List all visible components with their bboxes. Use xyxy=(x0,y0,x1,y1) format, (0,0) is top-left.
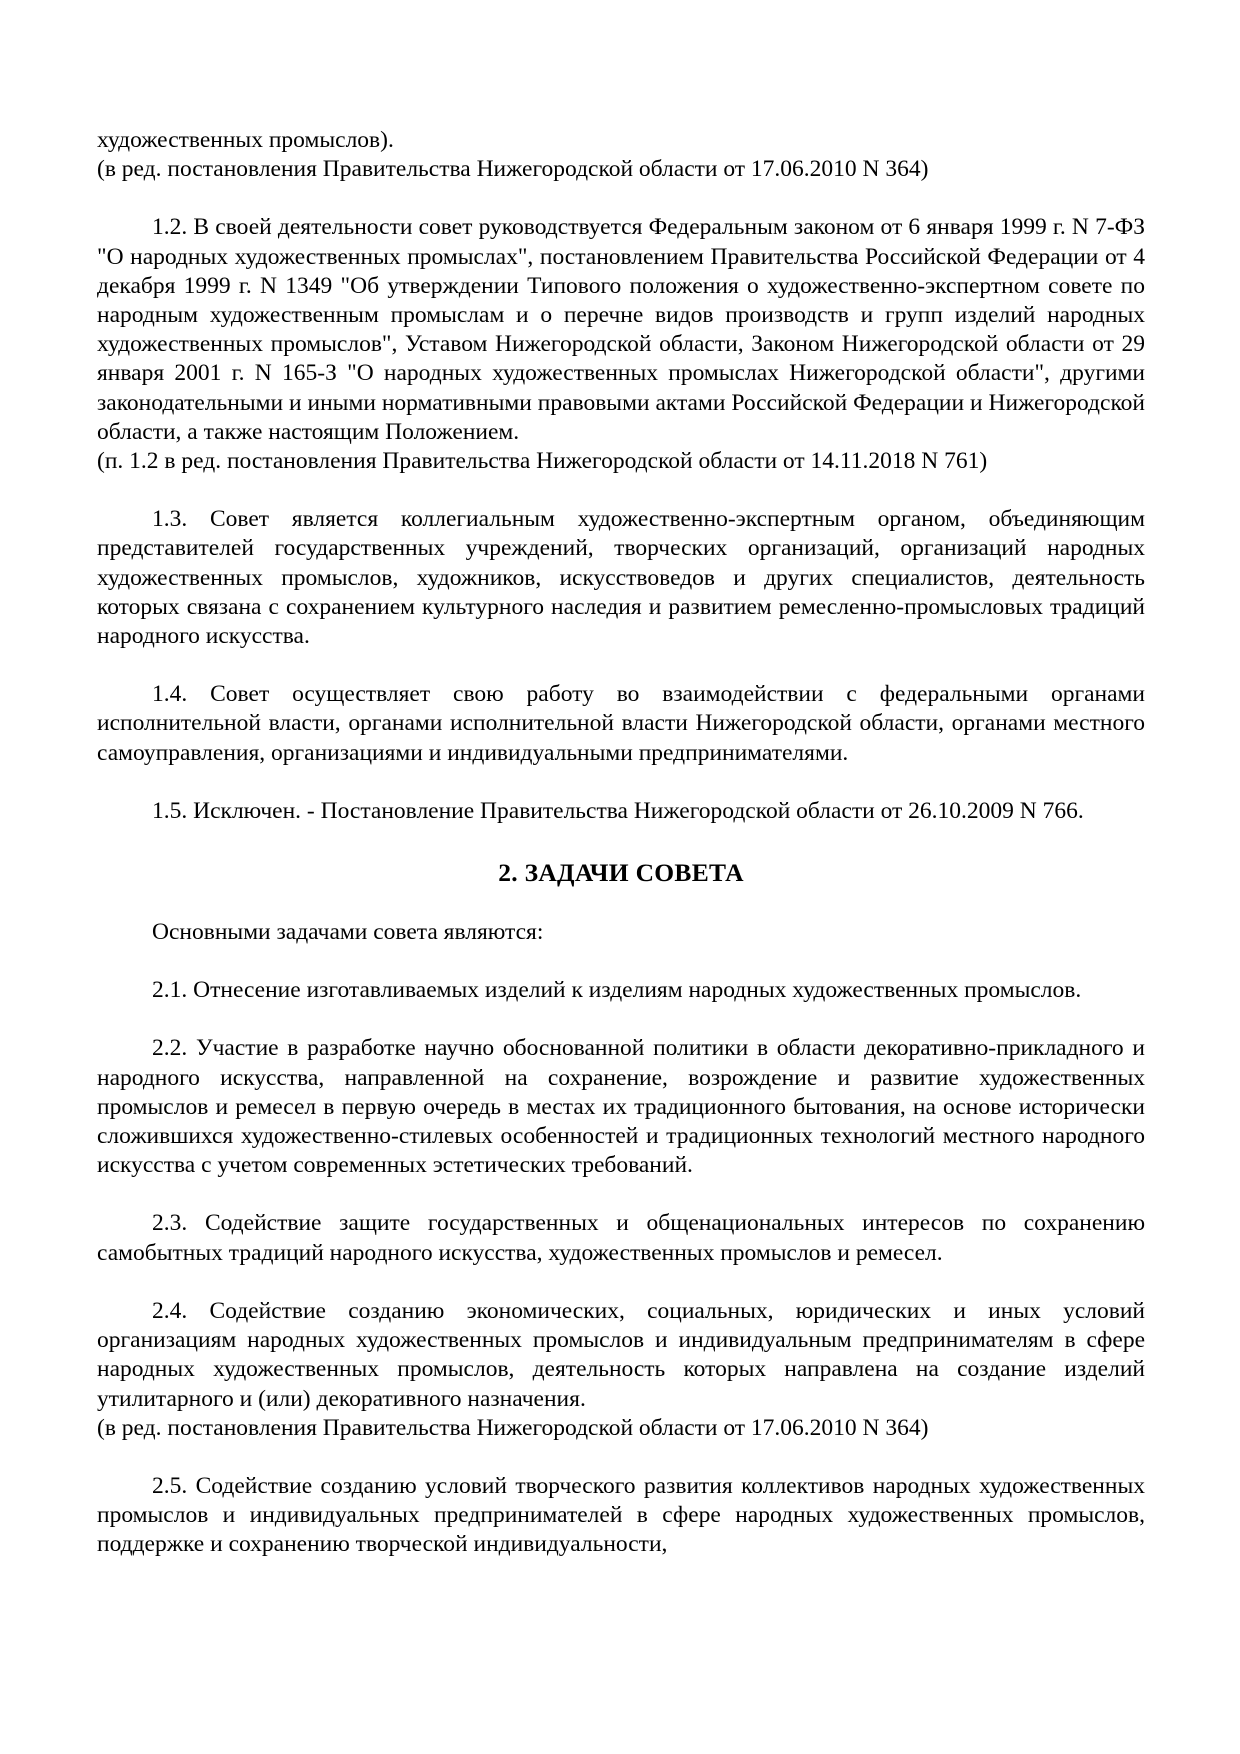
document-body xyxy=(97,126,1145,1560)
clause-1-3: 1.3. Совет является коллегиальным художественно-экспертным органом, объединяющим представителей государственных учреждений, творческих организаций, организаций народных художественных промыслов, художников, искусствоведов и других специалистов, деятельность которых связана с сохранением культурного наследия и развитием ремесленно-промысловых традиций народного искусства. xyxy=(97,506,1145,650)
clause-1-4: 1.4. Совет осуществляет свою работу во взаимодействии с федеральными органами исполнительной власти, органами исполнительной власти Нижегородской области, органами местного самоуправления, организациями и индивидуальными предпринимателями. xyxy=(97,681,1145,766)
amendment-note: (в ред. постановления Правительства Нижегородской области от 17.06.2010 N 364) xyxy=(97,1414,929,1441)
paragraph-continuation: художественных промыслов). xyxy=(97,127,394,153)
tasks-intro: Основными задачами совета являются: xyxy=(152,919,544,946)
clause-2-3: 2.3. Содействие защите государственных и общенациональных интересов по сохранению самобытных традиций народного искусства, художественных промыслов и ремесел. xyxy=(97,1210,1145,1266)
section-heading-tasks: 2. ЗАДАЧИ СОВЕТА xyxy=(498,858,744,888)
clause-2-4: 2.4. Содействие созданию экономических, социальных, юридических и иных условий организациям народных художественных промыслов и индивидуальным предпринимателям в сфере народных художественных промыслов, деятельность которых направлена на создание изделий утилитарного и (или) декоративного назначения. xyxy=(97,1297,1145,1412)
clause-2-2: 2.2. Участие в разработке научно обоснованной политики в области декоративно-прикладного и народного искусства, направленной на сохранение, возрождение и развитие художественных промыслов и ремесел в первую очередь в местах их традиционного бытования, на основе исторически сложившихся художественно-стилевых особенностей и традиционных технологий местного народного искусства с учетом современных эстетических требований. xyxy=(97,1035,1145,1179)
amendment-note: (в ред. постановления Правительства Нижегородской области от 17.06.2010 N 364) xyxy=(97,156,929,183)
clause-2-5: 2.5. Содействие созданию условий творческого развития коллективов народных художественных промыслов и индивидуальных предпринимателей в сфере народных художественных промыслов, поддержке и сохранению творческой индивидуальности, xyxy=(97,1472,1145,1558)
clause-1-5: 1.5. Исключен. - Постановление Правительства Нижегородской области от 26.10.2009 N 766. xyxy=(152,797,1084,824)
clause-2-1: 2.1. Отнесение изготавливаемых изделий к изделиям народных художественных промыслов. xyxy=(152,977,1082,1004)
amendment-note: (п. 1.2 в ред. постановления Правительства Нижегородской области от 14.11.2018 N 761) xyxy=(97,448,988,475)
clause-1-2: 1.2. В своей деятельности совет руководствуется Федеральным законом от 6 января 1999 г. N 7-ФЗ "О народных художественных промыслах", постановлением Правительства Российской Федерации от 4 декабря 1999 г. N 1349 "Об утверждении Типового положения о художественно-экспертном совете по народным художественным промыслам и о перечне видов производств и групп изделий народных художественных промыслов", Уставом Нижегородской области, Законом Нижегородской области от 29 января 2001 г. N 165-З "О народных художественных промыслах Нижегородской области", другими законодательными и иными нормативными правовыми актами Российской Федерации и Нижегородской области, а также настоящим Положением. xyxy=(97,214,1145,445)
